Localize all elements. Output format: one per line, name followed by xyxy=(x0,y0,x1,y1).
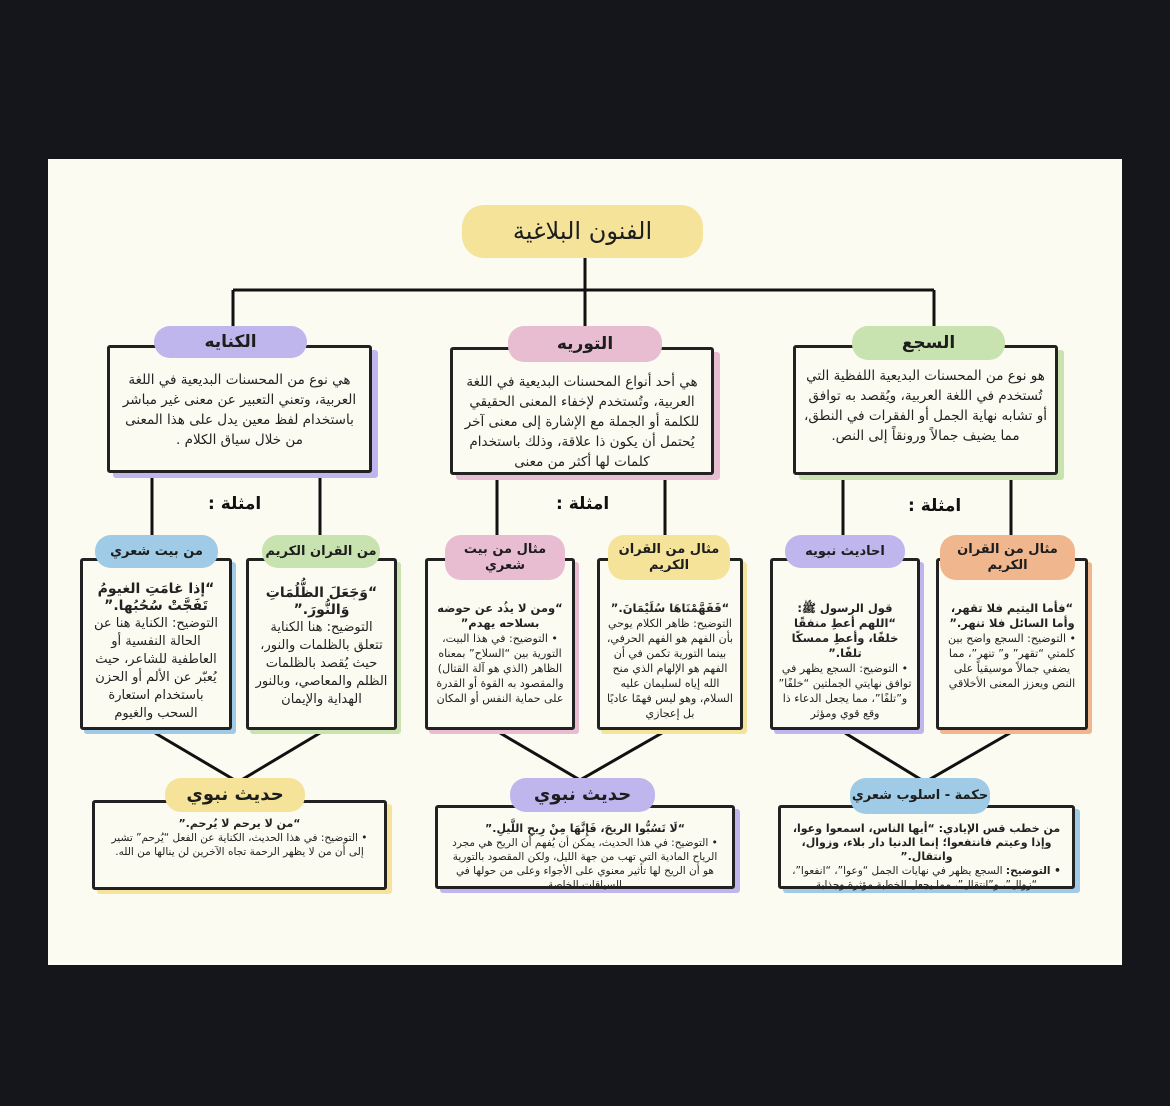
sajaa-definition: هو نوع من المحسنات البديعية اللفظية التي تُستخدم في اللغة العربية، ويُقصد به توافق أو تشابه نهاية الجمل أو الفقرات في النطق، مما يضيف جمالاً ورونقاً إلى النص. xyxy=(793,345,1058,475)
explanation-label: • التوضيح: xyxy=(1005,865,1061,877)
tawriya-bottom-example xyxy=(435,805,735,889)
example-explanation: التوضيح: الكناية هنا عن الحالة النفسية أو العاطفية للشاعر، حيث يُعبّر عن الألم أو الحزن باستخدام استعارة السحب والغيوم xyxy=(94,616,218,721)
tawriya-definition: هي أحد أنواع المحسنات البديعية في اللغة العربية، وتُستخدم لإخفاء المعنى الحقيقي للكلمة أو الجملة مع الإشارة إلى معنى آخر يُحتمل أن يكون ذا علاقة، وذلك باستخدام كلمات لها أكثر من معنى xyxy=(450,347,714,475)
tawriya-poem-label: مثال من بيت شعري xyxy=(445,535,565,580)
example-explanation: السجع يظهر في نهايات الجمل “وعوا”، “انفعوا”، “زوال”، و”انتقال”، مما يجعل الخطبة مؤثرة وجذابة xyxy=(792,865,1038,891)
example-quote: “وَجَعَلَ الظُّلُمَاتِ وَالنُّورَ.” xyxy=(265,585,378,618)
page-title: الفنون البلاغية xyxy=(462,205,703,258)
tawriya-quran-label: مثال من القران الكريم xyxy=(608,535,730,580)
example-quote: قول الرسول ﷺ: “اللهم أعطِ منفقًا خلفًا، وأعطِ ممسكًا تلفًا.” xyxy=(791,601,899,660)
kinaya-poem-label: من بيت شعري xyxy=(95,535,218,568)
sajaa-label: السجع xyxy=(852,326,1005,360)
sajaa-quran-label: مثال من القران الكريم xyxy=(940,535,1075,580)
sajaa-bottom-example xyxy=(778,805,1075,889)
example-quote: “لَا تَسُبُّوا الريحَ، فَإِنَّهَا مِنْ رِيحِ اللَّيلِ.” xyxy=(485,822,685,835)
tawriya-label: التوريه xyxy=(508,326,662,362)
example-quote: “من لا يرحم لا يُرحم.” xyxy=(178,817,301,830)
example-explanation: • التوضيح: في هذا الحديث، يمكن أن يُفهم أن الريح هي مجرد الرياح المادية التي تهب من جهة الليل، ولكن المقصود بالتورية هو أن الريح لها تأثير معنوي على الأجواء وعلى من حولها في السياقات الخاصة xyxy=(452,837,718,891)
example-quote: “فأما اليتيم فلا تقهر، وأما السائل فلا تنهر.” xyxy=(949,601,1075,630)
kinaya-label: الكنايه xyxy=(154,326,307,358)
sajaa-hadith-example xyxy=(770,558,920,730)
tawriya-quran-example xyxy=(597,558,743,730)
sajaa-bottom-label: حكمة - اسلوب شعري xyxy=(850,778,990,814)
kinaya-bottom-label: حديث نبوي xyxy=(165,778,305,812)
sajaa-quran-example xyxy=(936,558,1088,730)
example-explanation: • التوضيح: السجع يظهر في توافق نهايتي الجملتين “خلفًا” و”تلفًا”، مما يجعل الدعاء ذا وقع قوي ومؤثر xyxy=(778,662,912,720)
kinaya-quran-label: من القران الكريم xyxy=(262,535,380,568)
example-explanation: • التوضيح: في هذا الحديث، الكناية عن الفعل “يُرحم” تشير إلى أن من لا يظهر الرحمة تجاه الآخرين لن ينالها من الله. xyxy=(111,832,368,858)
example-quote: “فَفَهَّمْنَاهَا سُلَيْمَانَ.” xyxy=(610,601,730,615)
example-explanation: التوضيح: هنا الكناية تتعلق بالظلمات والنور، حيث يُقصد بالظلمات الظلم والمعاصي، وبالنور الهداية والإيمان xyxy=(255,620,388,707)
kinaya-quran-example xyxy=(246,558,397,730)
example-explanation: • التوضيح: السجع واضح بين كلمتي “تقهر” و” تنهر”، مما يضفي جمالاً موسيقياً على النص ويعزز المعنى الأخلاقي xyxy=(947,632,1077,690)
kinaya-examples-label: امثلة : xyxy=(208,494,262,514)
example-quote: “إذا غامَتِ الغيومُ تَفَجَّتْ سُحُبُها.” xyxy=(97,581,215,614)
kinaya-bottom-example xyxy=(92,800,387,890)
example-quote: من خطب قس الإيادي: “أيها الناس، اسمعوا وعوا، وإذا وعيتم فانتفعوا؛ إنما الدنيا دار بلاء، وزوال، وانتقال.” xyxy=(792,822,1061,863)
example-explanation: التوضيح: ظاهر الكلام يوحي بأن الفهم هو الفهم الحرفي، بينما التورية تكمن في أن الفهم هو الإلهام الذي منح الله إياه لسليمان عليه السلام، وهو ليس فهمًا عاديًا بل إعجازي xyxy=(606,617,734,720)
tawriya-bottom-label: حديث نبوي xyxy=(510,778,655,812)
tawriya-examples-label: امثلة : xyxy=(556,494,610,514)
tawriya-poem-example xyxy=(425,558,575,730)
kinaya-definition: هي نوع من المحسنات البديعية في اللغة العربية، وتعني التعبير عن معنى غير مباشر باستخدام لفظ معين يدل على هذا المعنى من خلال سياق الكلام . xyxy=(107,345,372,473)
sajaa-hadith-label: احاديث نبويه xyxy=(785,535,905,568)
sajaa-examples-label: امثلة : xyxy=(908,496,962,516)
kinaya-poem-example xyxy=(80,558,232,730)
example-quote: “ومن لا يذُد عن حوضه بسلاحه يهدم” xyxy=(437,601,563,630)
example-explanation: • التوضيح: في هذا البيت، التورية بين “السلاح” بمعناه الظاهر (الذي هو آلة القتال) والمقصود به القوة أو القدرة على حماية النفس أو المكان xyxy=(436,632,564,705)
